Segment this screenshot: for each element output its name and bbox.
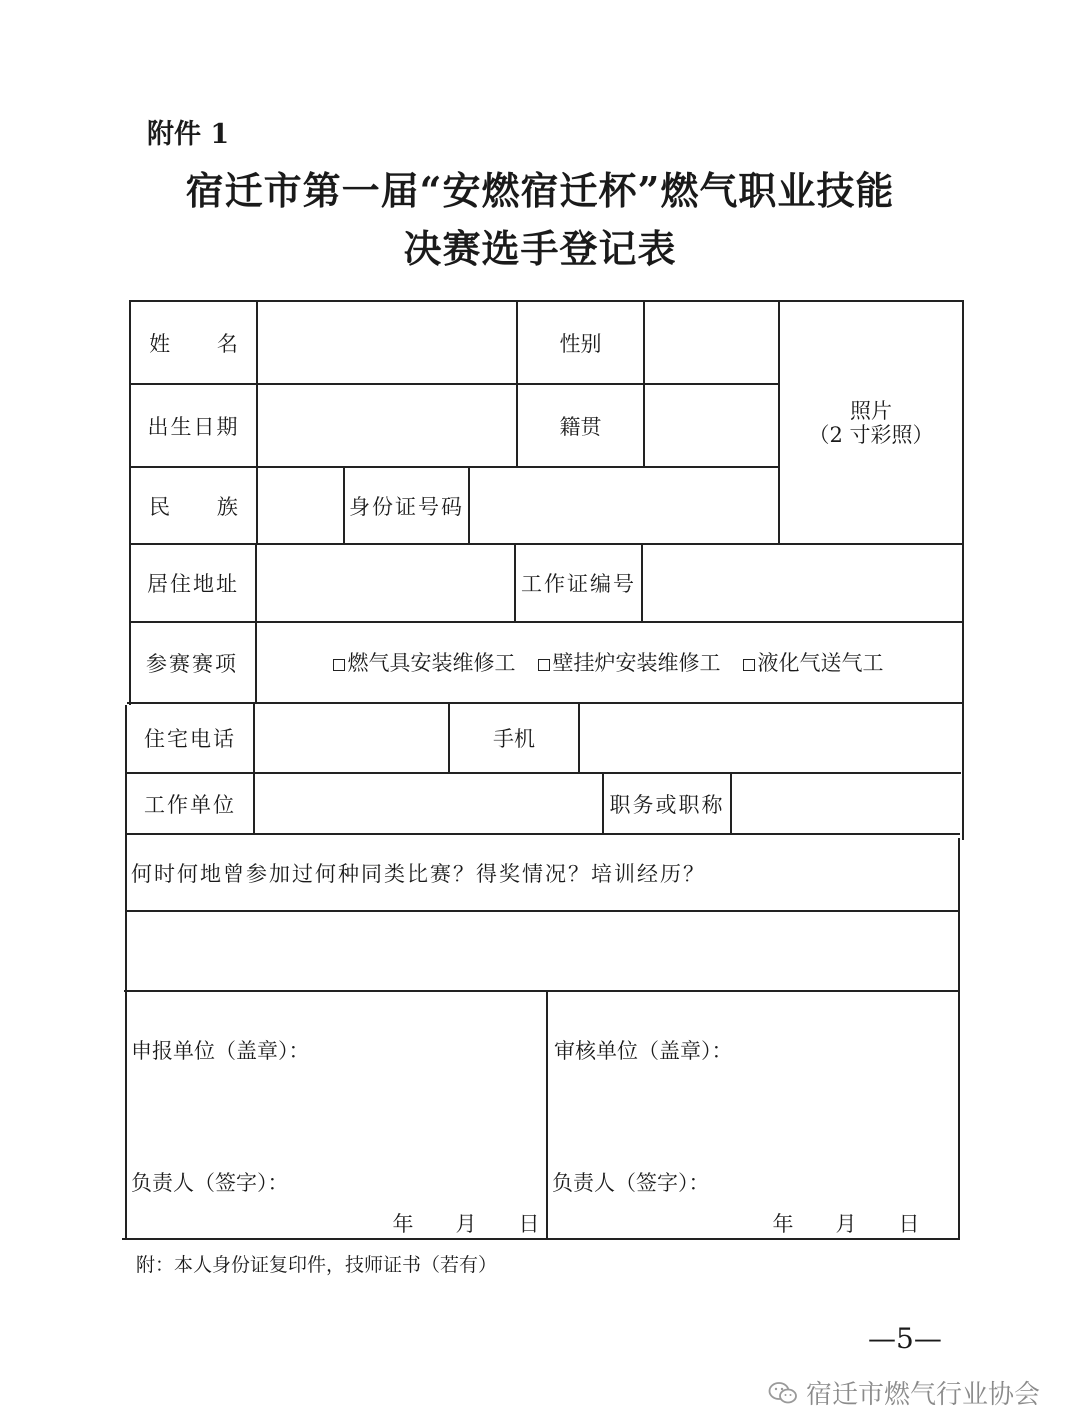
col-line-label-4	[253, 702, 255, 834]
employer-label: 工作单位	[144, 792, 236, 817]
table-border-right-lower	[958, 838, 960, 1240]
form-title-line2: 决赛选手登记表	[403, 226, 677, 271]
checkbox-icon[interactable]	[538, 659, 550, 671]
left-date: 年 月 日	[392, 1212, 540, 1236]
col-line-position	[730, 772, 732, 834]
checkbox-icon[interactable]	[743, 659, 755, 671]
birth-date-label: 出生日期	[147, 414, 240, 439]
watermark-text: 宿迁市燃气行业协会	[806, 1380, 1041, 1410]
col-line-workid	[641, 543, 643, 622]
position-label: 职务或职称	[609, 792, 725, 817]
col-line-label-2	[256, 466, 258, 544]
event-option-3[interactable]: 液化气送气工	[743, 647, 884, 677]
name-label: 姓 名	[149, 331, 238, 356]
photo-area	[780, 302, 962, 543]
wechat-icon	[768, 1381, 798, 1405]
page-number: —5—	[868, 1322, 942, 1355]
native-place-label: 籍贯	[559, 414, 602, 439]
address-label: 居住地址	[147, 572, 239, 596]
gender-label: 性别	[559, 331, 602, 356]
row-line-8	[125, 910, 960, 912]
col-line-label-1	[256, 300, 258, 467]
row-line-9	[124, 990, 960, 992]
form-title-line1: 宿迁市第一届“安燃宿迁杯”燃气职业技能	[185, 168, 895, 213]
mobile-label: 手机	[493, 727, 535, 751]
right-date: 年 月 日	[772, 1212, 920, 1236]
reviewing-unit-stamp-label: 审核单位（盖章）：	[554, 1039, 733, 1063]
home-phone-label: 住宅电话	[144, 727, 236, 751]
photo-size-label: （2 寸彩照）	[808, 422, 934, 447]
event-label: 参赛赛项	[146, 651, 238, 676]
col-line-id	[468, 466, 470, 544]
col-line-mid-2	[643, 300, 645, 467]
checkbox-icon[interactable]	[333, 659, 345, 671]
attachment-note: 附：本人身份证复印件，技师证书（若有）	[136, 1254, 498, 1276]
work-id-label: 工作证编号	[521, 572, 636, 596]
event-option-1[interactable]: 燃气具安装维修工	[333, 647, 516, 677]
col-line-mobile	[578, 702, 580, 773]
photo-label: 照片	[850, 398, 892, 423]
applying-unit-stamp-label: 申报单位（盖章）：	[131, 1039, 310, 1063]
right-signer-label: 负责人（签字）：	[552, 1171, 710, 1195]
ethnicity-label: 民 族	[149, 494, 238, 519]
col-line-signature	[546, 990, 548, 1239]
event-option-2[interactable]: 壁挂炉安装维修工	[538, 647, 721, 677]
competition-history-question: 何时何地曾参加过何种同类比赛？得奖情况？培训经历？	[131, 861, 706, 886]
event-options	[255, 623, 961, 701]
left-signer-label: 负责人（签字）：	[131, 1171, 289, 1195]
attachment-label: 附件 1	[147, 119, 230, 150]
watermark	[768, 1374, 1040, 1411]
id-number-label: 身份证号码	[349, 494, 464, 519]
table-border-right-upper	[962, 300, 964, 840]
